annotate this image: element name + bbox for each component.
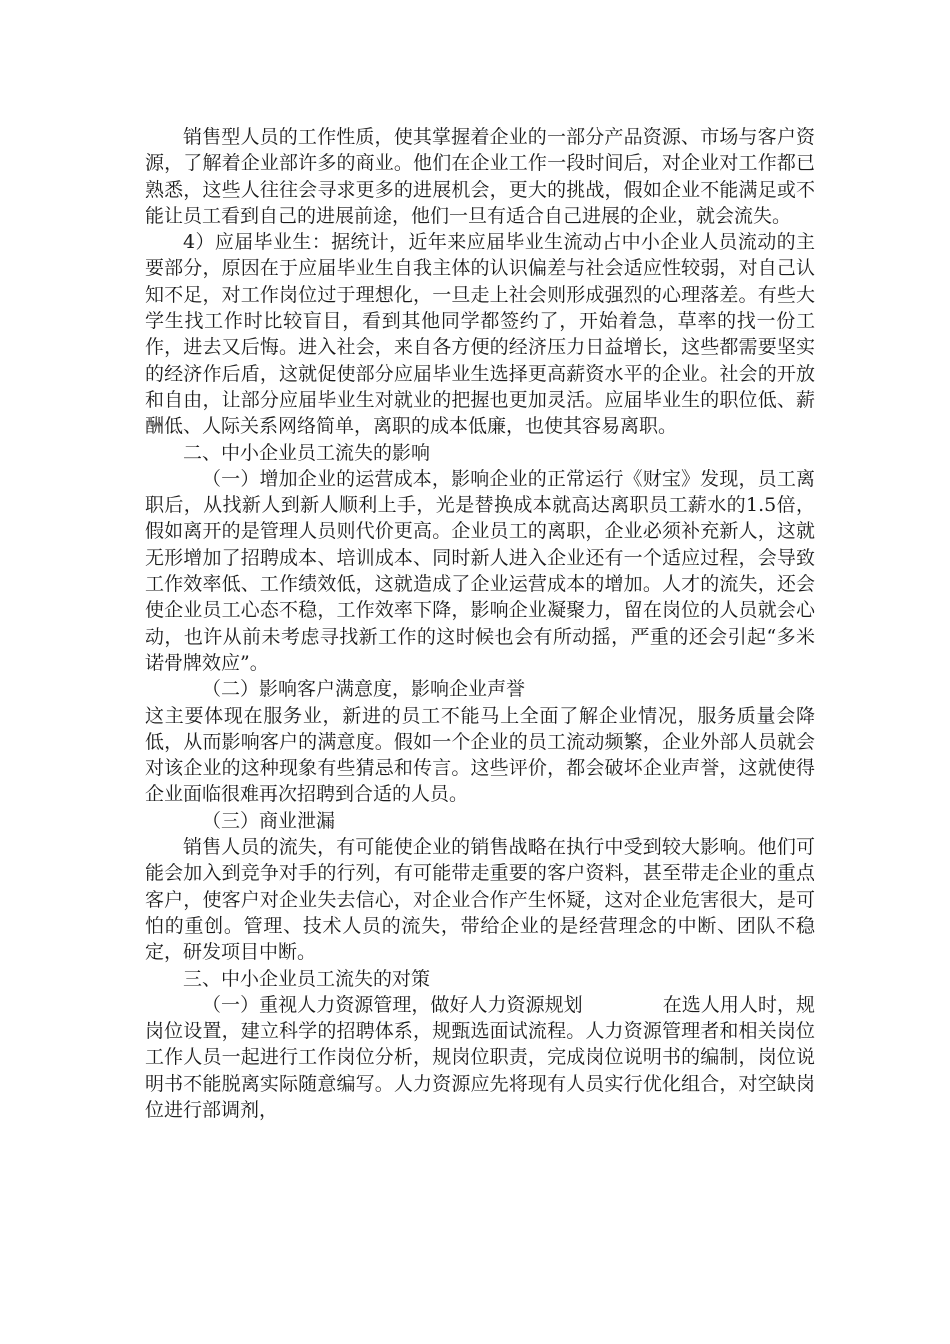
paragraph-sales-staff: 销售型人员的工作性质，使其掌握着企业的一部分产品资源、市场与客户资源，了解着企业部许多的商业。他们在企业工作一段时间后，对企业对工作都已熟悉，这些人往往会寻求更多的进展机会，更大的挑战，假如企业不能满足或不能让员工看到自己的进展前途，他们一旦有适合自己进展的企业，就会流失。	[145, 126, 815, 227]
paragraph-hr-planning	[145, 992, 815, 1123]
paragraph-graduates: 4）应届毕业生：据统计，近年来应届毕业生流动占中小企业人员流动的主要部分，原因在于应届毕业生自我主体的认识偏差与社会适应性较弱，对自己认知不足，对工作岗位过于理想化，一旦走上社会则形成强烈的心理落差。有些大学生找工作时比较盲目，看到其他同学都签约了，开始着急，草率的找一份工作，进去又后悔。进入社会，来自各方便的经济压力日益增长，这些都需要坚实的经济作后盾，这就促使部分应届毕业生选择更高薪资水平的企业。社会的开放和自由，让部分应届毕业生对就业的把握也更加灵活。应届毕业生的职位低、薪酬低、人际关系网络简单，离职的成本低廉，也使其容易离职。	[145, 231, 815, 438]
section-heading-countermeasures: 三、中小企业员工流失的对策	[183, 967, 431, 990]
subheading-business-leak: （三）商业泄漏	[202, 809, 336, 832]
paragraph-customer-satisfaction: 这主要体现在服务业，新进的员工不能马上全面了解企业情况，服务质量会降低，从而影响客户的满意度。假如一个企业的员工流动频繁，企业外部人员就会对该企业的这种现象有些猜忌和传言。这些评价，都会破坏企业声誉，这就使得企业面临很难再次招聘到合适的人员。	[145, 704, 815, 806]
paragraph-operating-cost: （一）增加企业的运营成本，影响企业的正常运行《财宝》发现，员工离职后，从找新人到新人顺利上手，光是替换成本就高达离职员工薪水的1.5倍，假如离开的是管理人员则代价更高。企业员工的离职，企业必须补充新人，这就无形增加了招聘成本、培训成本、同时新人进入企业还有一个适应过程，会导致工作效率低、工作绩效低，这就造成了企业运营成本的增加。人才的流失，还会使企业员工心态不稳，工作效率下降，影响企业凝聚力，留在岗位的人员就会心动，也许从前未考虑寻找新工作的这时候也会有所动摇，严重的还会引起“多米诺骨牌效应”。	[145, 467, 815, 674]
paragraph-hr-planning-body: 在选人用人时，规岗位设置，建立科学的招聘体系，规甄选面试流程。人力资源管理者和相关岗位工作人员一起进行工作岗位分析，规岗位职责，完成岗位说明书的编制，岗位说明书不能脱离实际随意编写。人力资源应先将现有人员实行优化组合，对空缺岗位进行部调剂，	[145, 993, 815, 1121]
section-heading-impact: 二、中小企业员工流失的影响	[183, 441, 431, 464]
subheading-hr-planning: （一）重视人力资源管理，做好人力资源规划	[202, 993, 583, 1016]
paragraph-business-leak: 销售人员的流失，有可能使企业的销售战略在执行中受到较大影响。他们可能会加入到竞争对手的行列，有可能带走重要的客户资料，甚至带走企业的重点客户，使客户对企业失去信心，对企业合作产生怀疑，这对企业危害很大，是可怕的重创。管理、技术人员的流失，带给企业的是经营理念的中断、团队不稳定，研发项目中断。	[145, 836, 815, 964]
document-page	[145, 124, 815, 1123]
subheading-customer-satisfaction: （二）影响客户满意度，影响企业声誉	[202, 678, 526, 701]
